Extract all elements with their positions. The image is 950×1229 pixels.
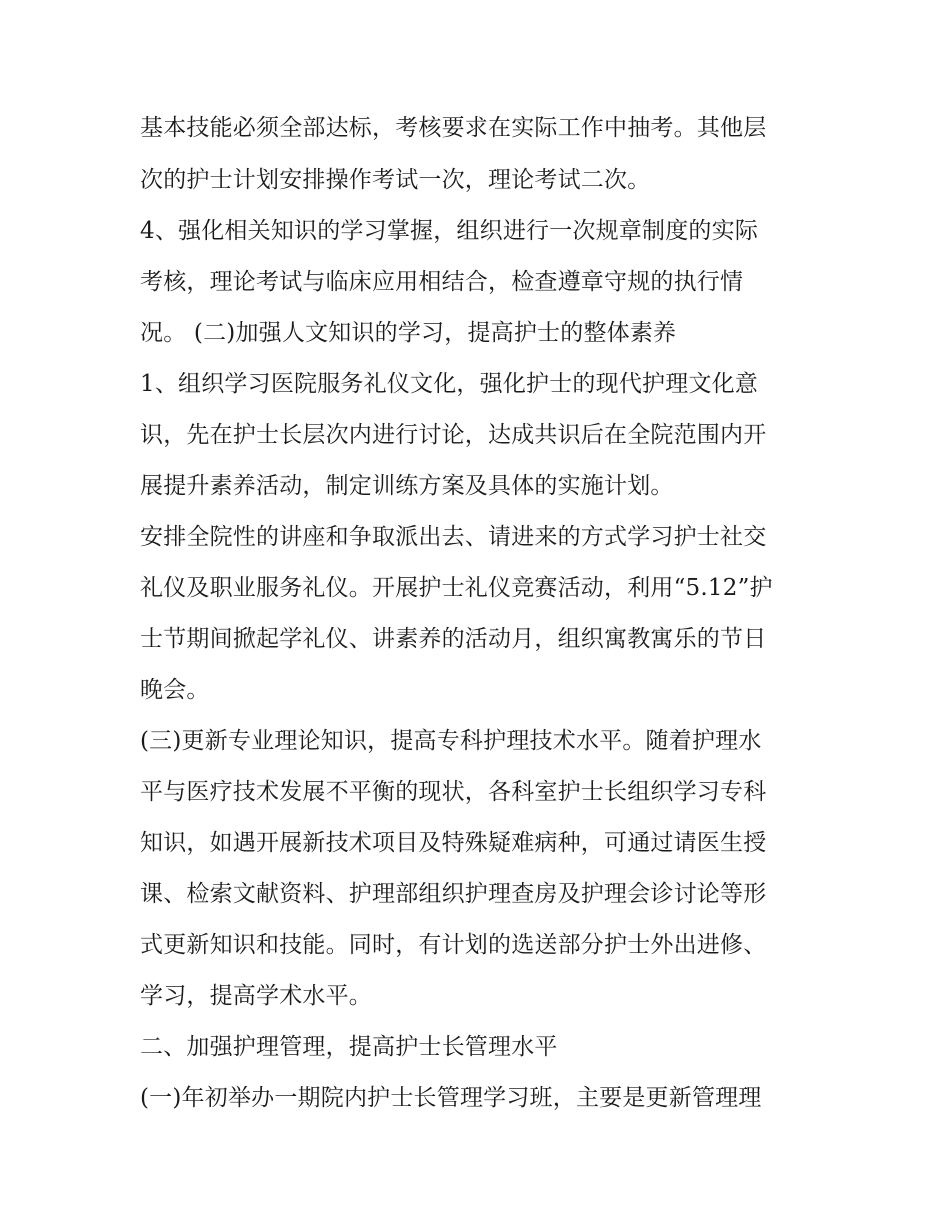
text-line: 士节期间掀起学礼仪、讲素养的活动月，组织寓教寓乐的节日 — [140, 626, 767, 652]
text-line: 知识，如遇开展新技术项目及特殊疑难病种，可通过请医生授 — [140, 830, 767, 856]
text-line: 礼仪及职业服务礼仪。开展护士礼仪竞赛活动，利用“5.12”护 — [140, 575, 773, 601]
text-line: 基本技能必须全部达标，考核要求在实际工作中抽考。其他层 — [140, 115, 767, 141]
section-heading: 二、加强护理管理，提高护士长管理水平 — [140, 1034, 558, 1060]
text-line: 4、强化相关知识的学习掌握，组织进行一次规章制度的实际 — [140, 218, 759, 244]
text-line: 晚会。 — [140, 677, 210, 703]
text-line: (一)年初举办一期院内护士长管理学习班，主要是更新管理理 — [140, 1085, 762, 1111]
text-line: 式更新知识和技能。同时，有计划的选送部分护士外出进修、 — [140, 932, 767, 958]
text-line: 1、组织学习医院服务礼仪文化，强化护士的现代护理文化意 — [140, 371, 759, 397]
text-line: 安排全院性的讲座和争取派出去、请进来的方式学习护士社交 — [140, 524, 767, 550]
text-line: 识，先在护士长层次内进行讨论，达成共识后在全院范围内开 — [140, 422, 767, 448]
text-line: 次的护士计划安排操作考试一次，理论考试二次。 — [140, 167, 651, 193]
text-line: 展提升素养活动，制定训练方案及具体的实施计划。 — [140, 473, 674, 499]
text-line: 学习，提高学术水平。 — [140, 983, 372, 1009]
text-line: 考核，理论考试与临床应用相结合，检查遵章守规的执行情 — [140, 269, 744, 295]
text-line: 平与医疗技术发展不平衡的现状，各科室护士长组织学习专科 — [140, 779, 767, 805]
text-line: 课、检索文献资料、护理部组织护理查房及护理会诊讨论等形 — [140, 881, 767, 907]
text-line: 况。 (二)加强人文知识的学习，提高护士的整体素养 — [140, 320, 677, 346]
text-line: (三)更新专业理论知识，提高专科护理技术水平。随着护理水 — [140, 728, 762, 754]
